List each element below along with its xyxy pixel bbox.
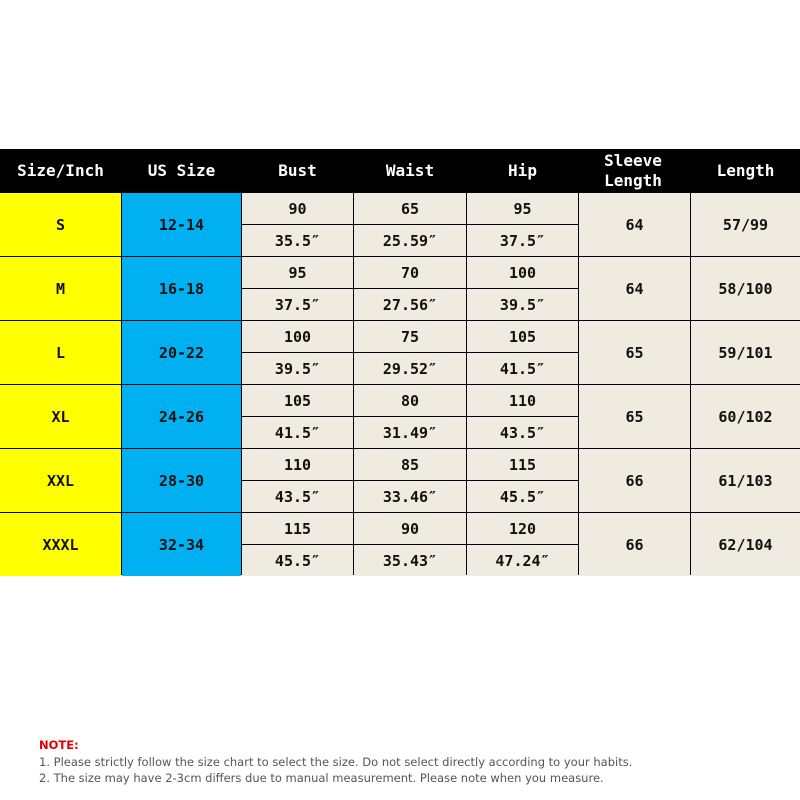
waist-inch-value: 27.56″ — [354, 289, 466, 320]
waist-cm-value: 70 — [354, 257, 466, 288]
hip-cm-value: 110 — [467, 385, 578, 416]
waist-cm-value: 75 — [354, 321, 466, 352]
waist-cm-value: 80 — [354, 385, 466, 416]
waist-inch-value: 31.49″ — [354, 417, 466, 448]
hip-cm-value: 115 — [467, 449, 578, 480]
us-size-value: 12-14 — [122, 193, 241, 256]
header-hip: Hip — [467, 149, 578, 192]
bust-inch-value: 37.5″ — [242, 289, 353, 320]
sleeve-length-value: 66 — [579, 449, 690, 512]
bust-cm-value: 105 — [242, 385, 353, 416]
hip-cm-value: 95 — [467, 193, 578, 224]
hip-cm-value: 105 — [467, 321, 578, 352]
sleeve-length-value: 65 — [579, 321, 690, 384]
sleeve-length-value: 64 — [579, 193, 690, 256]
waist-inch-value: 33.46″ — [354, 481, 466, 512]
hip-cm-value: 120 — [467, 513, 578, 544]
header-sleeve-length: Sleeve Length — [579, 149, 687, 192]
size-label: XXL — [0, 449, 121, 512]
length-value: 59/101 — [691, 321, 800, 384]
bust-cm-value: 110 — [242, 449, 353, 480]
sleeve-length-value: 65 — [579, 385, 690, 448]
note-title: NOTE: — [39, 738, 79, 752]
size-label: XXXL — [0, 513, 121, 576]
hip-cm-value: 100 — [467, 257, 578, 288]
waist-cm-value: 65 — [354, 193, 466, 224]
bust-cm-value: 100 — [242, 321, 353, 352]
note-line-1: 1. Please strictly follow the size chart to select the size. Do not select directly according to your habits. — [39, 755, 633, 769]
bust-cm-value: 115 — [242, 513, 353, 544]
waist-cm-value: 90 — [354, 513, 466, 544]
length-value: 58/100 — [691, 257, 800, 320]
us-size-value: 24-26 — [122, 385, 241, 448]
sleeve-length-value: 64 — [579, 257, 690, 320]
bust-cm-value: 90 — [242, 193, 353, 224]
hip-inch-value: 41.5″ — [467, 353, 578, 384]
header-us-size: US Size — [122, 149, 241, 192]
bust-inch-value: 39.5″ — [242, 353, 353, 384]
header-size-inch: Size/Inch — [0, 149, 121, 192]
waist-inch-value: 35.43″ — [354, 545, 466, 576]
us-size-value: 20-22 — [122, 321, 241, 384]
header-length: Length — [691, 149, 800, 192]
header-bust: Bust — [242, 149, 353, 192]
hip-inch-value: 47.24″ — [467, 545, 578, 576]
sleeve-length-value: 66 — [579, 513, 690, 576]
us-size-value: 32-34 — [122, 513, 241, 576]
length-value: 62/104 — [691, 513, 800, 576]
bust-cm-value: 95 — [242, 257, 353, 288]
length-value: 61/103 — [691, 449, 800, 512]
waist-cm-value: 85 — [354, 449, 466, 480]
header-waist: Waist — [354, 149, 466, 192]
waist-inch-value: 25.59″ — [354, 225, 466, 256]
length-value: 60/102 — [691, 385, 800, 448]
bust-inch-value: 43.5″ — [242, 481, 353, 512]
size-label: S — [0, 193, 121, 256]
note-line-2: 2. The size may have 2-3cm differs due to manual measurement. Please note when you measure. — [39, 771, 604, 785]
hip-inch-value: 45.5″ — [467, 481, 578, 512]
hip-inch-value: 43.5″ — [467, 417, 578, 448]
waist-inch-value: 29.52″ — [354, 353, 466, 384]
bust-inch-value: 45.5″ — [242, 545, 353, 576]
bust-inch-value: 35.5″ — [242, 225, 353, 256]
hip-inch-value: 37.5″ — [467, 225, 578, 256]
size-label: L — [0, 321, 121, 384]
length-value: 57/99 — [691, 193, 800, 256]
us-size-value: 16-18 — [122, 257, 241, 320]
bust-inch-value: 41.5″ — [242, 417, 353, 448]
size-label: XL — [0, 385, 121, 448]
us-size-value: 28-30 — [122, 449, 241, 512]
size-label: M — [0, 257, 121, 320]
size-chart-table — [0, 149, 800, 575]
hip-inch-value: 39.5″ — [467, 289, 578, 320]
